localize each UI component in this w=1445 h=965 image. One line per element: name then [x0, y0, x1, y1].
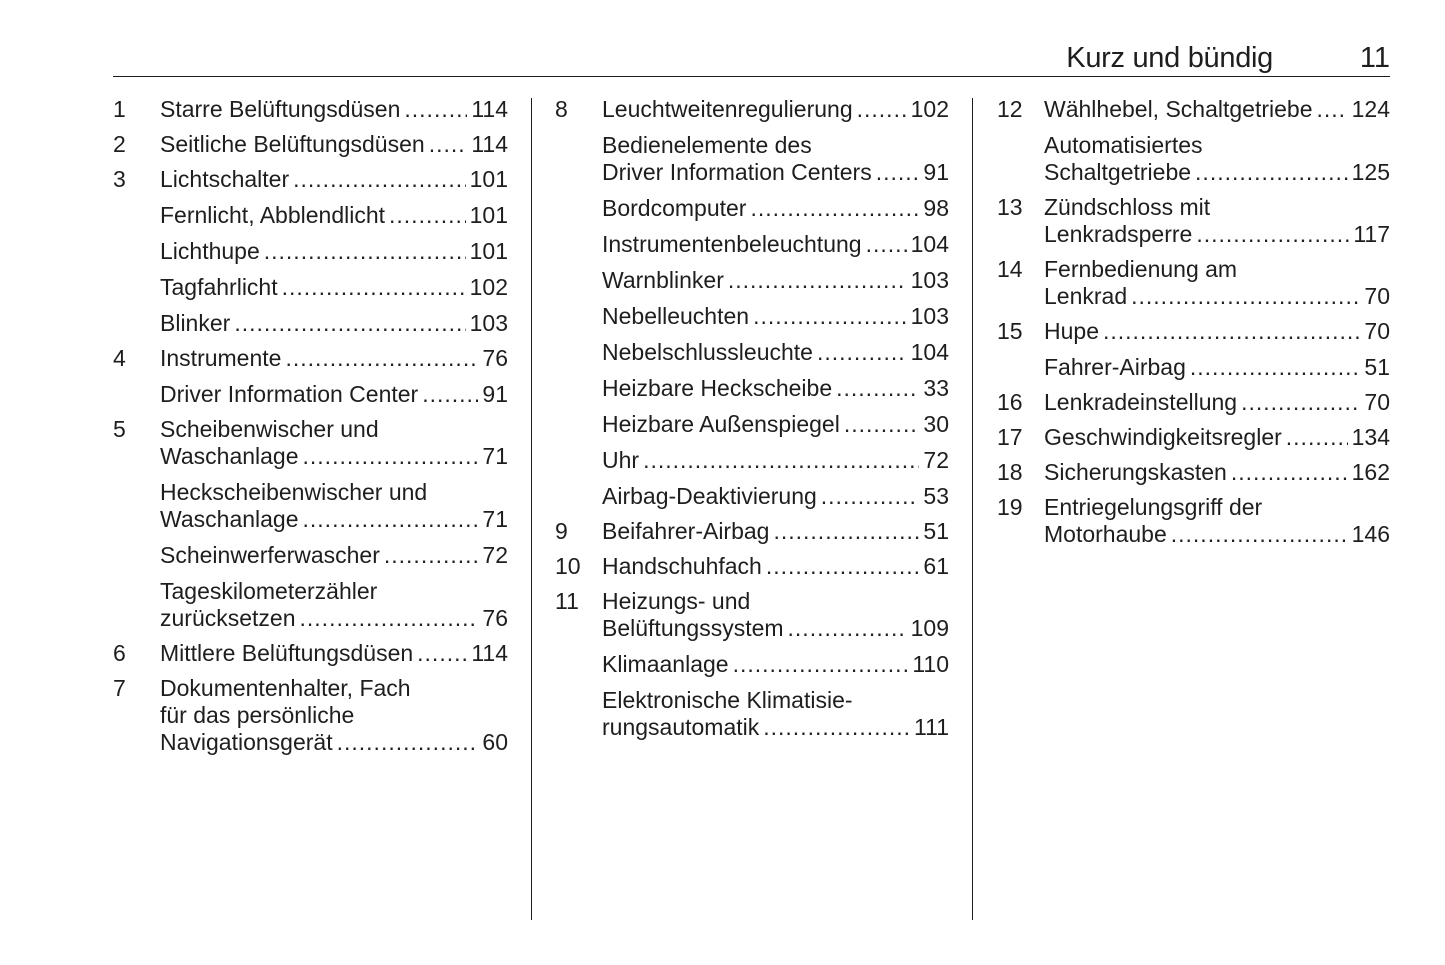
- entry-page-reference: 51: [1364, 354, 1390, 380]
- entry-body: [160, 578, 508, 632]
- entry-body: [602, 303, 949, 330]
- entry-page-reference: 110: [912, 651, 949, 677]
- entry-page-reference: 91: [923, 159, 949, 185]
- entry-page-reference: 146: [1351, 521, 1390, 547]
- dot-leader: [788, 615, 907, 642]
- entry-page-reference: 117: [1353, 221, 1390, 247]
- entry-page-reference: 114: [471, 131, 508, 157]
- entry-body: [1044, 459, 1390, 486]
- entry-leader-line: [1044, 424, 1390, 451]
- entry-text-line: Tageskilometerzähler: [160, 578, 378, 604]
- entry-leader-line: [602, 231, 949, 258]
- entry-label: Hupe: [1044, 318, 1099, 344]
- entry-body: [602, 518, 949, 545]
- entry-label: Handschuhfach: [602, 553, 762, 579]
- entry-number: 7: [113, 675, 126, 701]
- entry-number: 5: [113, 416, 126, 442]
- page-header: [113, 34, 1390, 77]
- dot-leader: [1317, 96, 1348, 123]
- entry-number: 10: [555, 553, 581, 579]
- entry-number: 4: [113, 345, 126, 371]
- dot-leader: [1231, 459, 1348, 486]
- entry-leader-line: [1044, 96, 1390, 123]
- entry-page-reference: 72: [923, 447, 949, 473]
- index-entry: [997, 354, 1390, 381]
- index-entry: [997, 96, 1390, 123]
- entry-page-reference: 111: [914, 714, 949, 740]
- column-divider: [531, 98, 532, 920]
- index-entry: [997, 318, 1390, 345]
- entry-page-reference: 76: [482, 345, 508, 371]
- entry-leader-line: [602, 159, 949, 186]
- dot-leader: [285, 345, 478, 372]
- dot-leader: [844, 411, 920, 438]
- entry-leader-line: [602, 375, 949, 402]
- dot-leader: [817, 339, 907, 366]
- entry-leader-line: [1044, 283, 1390, 310]
- dot-leader: [337, 729, 479, 756]
- entry-number: 11: [555, 588, 579, 614]
- index-entry: [113, 542, 508, 569]
- entry-page-reference: 103: [910, 303, 949, 329]
- entry-number: 13: [997, 194, 1023, 220]
- entry-page-reference: 125: [1351, 159, 1390, 185]
- entry-page-reference: 33: [923, 375, 949, 401]
- index-entry: [555, 588, 949, 642]
- page-number: 11: [1359, 42, 1390, 74]
- entry-body: [1044, 424, 1390, 451]
- index-entry: [555, 375, 949, 402]
- entry-page-reference: 101: [469, 238, 508, 264]
- entry-leader-line: [602, 267, 949, 294]
- dot-leader: [763, 714, 910, 741]
- entry-label: Fahrer-Airbag: [1044, 354, 1186, 380]
- index-entry: [555, 132, 949, 186]
- entry-number: 2: [113, 131, 126, 157]
- column-divider: [972, 98, 973, 920]
- entry-body: [160, 345, 508, 372]
- entry-page-reference: 104: [910, 339, 949, 365]
- entry-leader-line: [602, 483, 949, 510]
- index-entry: [555, 303, 949, 330]
- index-entry: [113, 381, 508, 408]
- entry-page-reference: 114: [471, 96, 508, 122]
- entry-body: [160, 640, 508, 667]
- index-entry: [113, 416, 508, 470]
- entry-page-reference: 61: [923, 553, 949, 579]
- entry-number: 6: [113, 640, 126, 666]
- dot-leader: [282, 274, 466, 301]
- entry-body: [602, 588, 949, 642]
- index-entry: [555, 447, 949, 474]
- entry-page-reference: 103: [469, 310, 508, 336]
- entry-page-reference: 101: [469, 166, 508, 192]
- entry-body: [602, 651, 949, 678]
- entry-leader-line: [160, 640, 508, 667]
- entry-body: [1044, 194, 1390, 248]
- entry-body: [602, 687, 949, 741]
- entry-label: zurücksetzen: [160, 605, 296, 631]
- index-column-3: [997, 96, 1390, 556]
- entry-leader-line: [160, 310, 508, 337]
- entry-body: [160, 675, 508, 756]
- index-entry: [113, 96, 508, 123]
- entry-text-line: Fernbedienung am: [1044, 256, 1238, 282]
- entry-leader-line: [160, 202, 508, 229]
- entry-leader-line: [1044, 521, 1390, 548]
- index-entry: [997, 256, 1390, 310]
- index-entry: [997, 459, 1390, 486]
- dot-leader: [404, 96, 467, 123]
- dot-leader: [1131, 283, 1360, 310]
- entry-label: rungsautomatik: [602, 714, 760, 740]
- entry-label: Starre Belüftungsdüsen: [160, 96, 401, 122]
- index-entry: [555, 195, 949, 222]
- entry-text-line: Scheibenwischer und: [160, 416, 379, 442]
- entry-body: [602, 447, 949, 474]
- index-entry: [997, 194, 1390, 248]
- index-entry: [555, 651, 949, 678]
- entry-page-reference: 98: [923, 195, 949, 221]
- entry-leader-line: [1044, 159, 1390, 186]
- entry-label: Wählhebel, Schaltgetriebe: [1044, 96, 1313, 122]
- entry-label: Beifahrer-Airbag: [602, 518, 770, 544]
- dot-leader: [1195, 159, 1348, 186]
- dot-leader: [821, 483, 920, 510]
- entry-label: Tagfahrlicht: [160, 274, 278, 300]
- entry-page-reference: 101: [469, 202, 508, 228]
- dot-leader: [1103, 318, 1360, 345]
- entry-page-reference: 109: [910, 615, 949, 641]
- entry-label: Instrumente: [160, 345, 282, 371]
- dot-leader: [384, 542, 479, 569]
- entry-page-reference: 103: [910, 267, 949, 293]
- entry-label: Lenkradsperre: [1044, 221, 1193, 247]
- index-entry: [555, 267, 949, 294]
- entry-leader-line: [1044, 318, 1390, 345]
- index-entry: [113, 202, 508, 229]
- entry-number: 18: [997, 459, 1023, 485]
- entry-body: [160, 381, 508, 408]
- entry-label: Nebelleuchten: [602, 303, 750, 329]
- entry-page-reference: 104: [910, 231, 949, 257]
- entry-body: [160, 416, 508, 470]
- entry-page-reference: 91: [482, 381, 508, 407]
- index-column-1: [113, 96, 508, 764]
- entry-label: Driver Information Center: [160, 381, 419, 407]
- entry-leader-line: [602, 195, 949, 222]
- index-entry: [113, 310, 508, 337]
- entry-body: [160, 96, 508, 123]
- index-entry: [555, 687, 949, 741]
- entry-body: [160, 166, 508, 193]
- index-entry: [555, 339, 949, 366]
- entry-label: Uhr: [602, 447, 640, 473]
- entry-body: [602, 195, 949, 222]
- entry-text-line: Heckscheibenwischer und: [160, 479, 428, 505]
- entry-text-line: Zündschloss mit: [1044, 194, 1211, 220]
- entry-leader-line: [160, 238, 508, 265]
- entry-text-line: Heizungs- und: [602, 588, 751, 614]
- entry-body: [1044, 256, 1390, 310]
- entry-leader-line: [160, 605, 508, 632]
- dot-leader: [733, 651, 909, 678]
- index-entry: [997, 424, 1390, 451]
- entry-leader-line: [160, 345, 508, 372]
- dot-leader: [857, 96, 907, 123]
- entry-body: [602, 267, 949, 294]
- entry-body: [602, 483, 949, 510]
- entry-page-reference: 124: [1351, 96, 1390, 122]
- index-entry: [113, 640, 508, 667]
- dot-leader: [753, 303, 907, 330]
- entry-label: Warnblinker: [602, 267, 724, 293]
- index-entry: [555, 518, 949, 545]
- entry-text-line: Bedienelemente des: [602, 132, 812, 158]
- entry-page-reference: 30: [923, 411, 949, 437]
- entry-page-reference: 71: [482, 506, 508, 532]
- dot-leader: [1241, 389, 1360, 416]
- entry-label: Blinker: [160, 310, 231, 336]
- entry-leader-line: [160, 506, 508, 533]
- index-entry: [113, 131, 508, 158]
- dot-leader: [1171, 521, 1348, 548]
- entry-label: Airbag-Deaktivierung: [602, 483, 817, 509]
- entry-label: Belüftungssystem: [602, 615, 784, 641]
- entry-label: Nebelschlussleuchte: [602, 339, 813, 365]
- entry-page-reference: 102: [910, 96, 949, 122]
- index-entry: [555, 96, 949, 123]
- entry-leader-line: [160, 96, 508, 123]
- dot-leader: [234, 310, 465, 337]
- entry-label: Driver Information Centers: [602, 159, 872, 185]
- entry-body: [602, 375, 949, 402]
- entry-leader-line: [602, 651, 949, 678]
- entry-body: [1044, 132, 1390, 186]
- entry-label: Seitliche Belüftungsdüsen: [160, 131, 425, 157]
- entry-leader-line: [160, 443, 508, 470]
- index-entry: [113, 274, 508, 301]
- entry-body: [160, 310, 508, 337]
- dot-leader: [643, 447, 919, 474]
- index-entry: [113, 166, 508, 193]
- entry-body: [160, 131, 508, 158]
- entry-page-reference: 72: [482, 542, 508, 568]
- entry-leader-line: [1044, 354, 1390, 381]
- dot-leader: [293, 166, 466, 193]
- entry-label: Geschwindigkeitsregler: [1044, 424, 1282, 450]
- entry-label: Navigationsgerät: [160, 729, 333, 755]
- entry-page-reference: 102: [469, 274, 508, 300]
- entry-page-reference: 70: [1364, 318, 1390, 344]
- index-column-2: [555, 96, 949, 749]
- dot-leader: [389, 202, 466, 229]
- entry-leader-line: [602, 96, 949, 123]
- entry-label: Schaltgetriebe: [1044, 159, 1192, 185]
- dot-leader: [429, 131, 468, 158]
- entry-number: 12: [997, 96, 1023, 122]
- entry-leader-line: [602, 518, 949, 545]
- entry-page-reference: 76: [482, 605, 508, 631]
- entry-leader-line: [160, 542, 508, 569]
- entry-label: Lichtschalter: [160, 166, 290, 192]
- entry-label: Motorhaube: [1044, 521, 1167, 547]
- entry-body: [1044, 96, 1390, 123]
- section-title: Kurz und bündig: [1066, 42, 1273, 74]
- entry-number: 16: [997, 389, 1023, 415]
- entry-body: [602, 553, 949, 580]
- dot-leader: [264, 238, 466, 265]
- entry-page-reference: 70: [1364, 389, 1390, 415]
- dot-leader: [303, 443, 479, 470]
- entry-leader-line: [160, 381, 508, 408]
- index-entry: [113, 675, 508, 756]
- dot-leader: [300, 605, 479, 632]
- entry-leader-line: [602, 615, 949, 642]
- entry-label: Heizbare Heckscheibe: [602, 375, 833, 401]
- index-entry: [113, 238, 508, 265]
- entry-leader-line: [602, 303, 949, 330]
- entry-number: 19: [997, 494, 1023, 520]
- entry-leader-line: [160, 131, 508, 158]
- entry-page-reference: 134: [1351, 424, 1390, 450]
- index-entry: [113, 578, 508, 632]
- entry-leader-line: [602, 339, 949, 366]
- entry-body: [602, 96, 949, 123]
- index-entry: [555, 553, 949, 580]
- entry-label: Lichthupe: [160, 238, 260, 264]
- index-entry: [997, 494, 1390, 548]
- entry-body: [1044, 354, 1390, 381]
- entry-label: Bordcomputer: [602, 195, 747, 221]
- dot-leader: [876, 159, 920, 186]
- entry-body: [1044, 389, 1390, 416]
- entry-body: [602, 339, 949, 366]
- index-entry: [555, 411, 949, 438]
- entry-body: [160, 274, 508, 301]
- entry-leader-line: [1044, 389, 1390, 416]
- dot-leader: [1190, 354, 1361, 381]
- entry-label: Fernlicht, Abblendlicht: [160, 202, 386, 228]
- entry-body: [602, 231, 949, 258]
- entry-leader-line: [602, 411, 949, 438]
- entry-page-reference: 162: [1351, 459, 1390, 485]
- entry-number: 9: [555, 518, 568, 544]
- entry-text-line: Entriegelungsgriff der: [1044, 494, 1263, 520]
- entry-text-line: Automatisiertes: [1044, 132, 1203, 158]
- entry-leader-line: [160, 274, 508, 301]
- entry-page-reference: 60: [482, 729, 508, 755]
- dot-leader: [303, 506, 479, 533]
- entry-page-reference: 53: [923, 483, 949, 509]
- index-entry: [997, 132, 1390, 186]
- entry-number: 3: [113, 166, 126, 192]
- entry-body: [160, 479, 508, 533]
- entry-number: 15: [997, 318, 1023, 344]
- entry-text-line: für das persönliche: [160, 702, 355, 728]
- entry-number: 8: [555, 96, 568, 122]
- entry-number: 14: [997, 256, 1023, 282]
- entry-text-line: Dokumentenhalter, Fach: [160, 675, 411, 701]
- dot-leader: [422, 381, 478, 408]
- entry-body: [602, 132, 949, 186]
- entry-label: Sicherungskasten: [1044, 459, 1227, 485]
- entry-page-reference: 70: [1364, 283, 1390, 309]
- entry-leader-line: [602, 714, 949, 741]
- dot-leader: [1196, 221, 1349, 248]
- entry-label: Mittlere Belüftungsdüsen: [160, 640, 414, 666]
- dot-leader: [773, 518, 919, 545]
- entry-body: [602, 411, 949, 438]
- entry-label: Waschanlage: [160, 443, 299, 469]
- entry-label: Instrumentenbeleuchtung: [602, 231, 862, 257]
- entry-label: Leuchtweitenregulierung: [602, 96, 853, 122]
- dot-leader: [1286, 424, 1348, 451]
- entry-leader-line: [602, 553, 949, 580]
- entry-leader-line: [160, 166, 508, 193]
- entry-body: [160, 238, 508, 265]
- entry-number: 17: [997, 424, 1023, 450]
- dot-leader: [728, 267, 907, 294]
- index-entry: [113, 345, 508, 372]
- entry-number: 1: [113, 96, 126, 122]
- entry-leader-line: [1044, 459, 1390, 486]
- index-entry: [555, 483, 949, 510]
- entry-body: [1044, 318, 1390, 345]
- entry-leader-line: [1044, 221, 1390, 248]
- entry-leader-line: [160, 729, 508, 756]
- entry-body: [1044, 494, 1390, 548]
- dot-leader: [836, 375, 919, 402]
- entry-page-reference: 114: [471, 640, 508, 666]
- dot-leader: [750, 195, 919, 222]
- index-entry: [997, 389, 1390, 416]
- entry-label: Heizbare Außenspiegel: [602, 411, 840, 437]
- entry-page-reference: 51: [923, 518, 949, 544]
- index-entry: [113, 479, 508, 533]
- dot-leader: [866, 231, 907, 258]
- entry-page-reference: 71: [482, 443, 508, 469]
- entry-text-line: Elektronische Klimatisie-: [602, 687, 853, 713]
- entry-label: Scheinwerferwascher: [160, 542, 380, 568]
- entry-label: Lenkrad: [1044, 283, 1128, 309]
- entry-body: [160, 202, 508, 229]
- entry-label: Waschanlage: [160, 506, 299, 532]
- entry-body: [160, 542, 508, 569]
- entry-leader-line: [602, 447, 949, 474]
- dot-leader: [417, 640, 467, 667]
- dot-leader: [766, 553, 920, 580]
- entry-label: Klimaanlage: [602, 651, 729, 677]
- entry-label: Lenkradeinstellung: [1044, 389, 1238, 415]
- index-entry: [555, 231, 949, 258]
